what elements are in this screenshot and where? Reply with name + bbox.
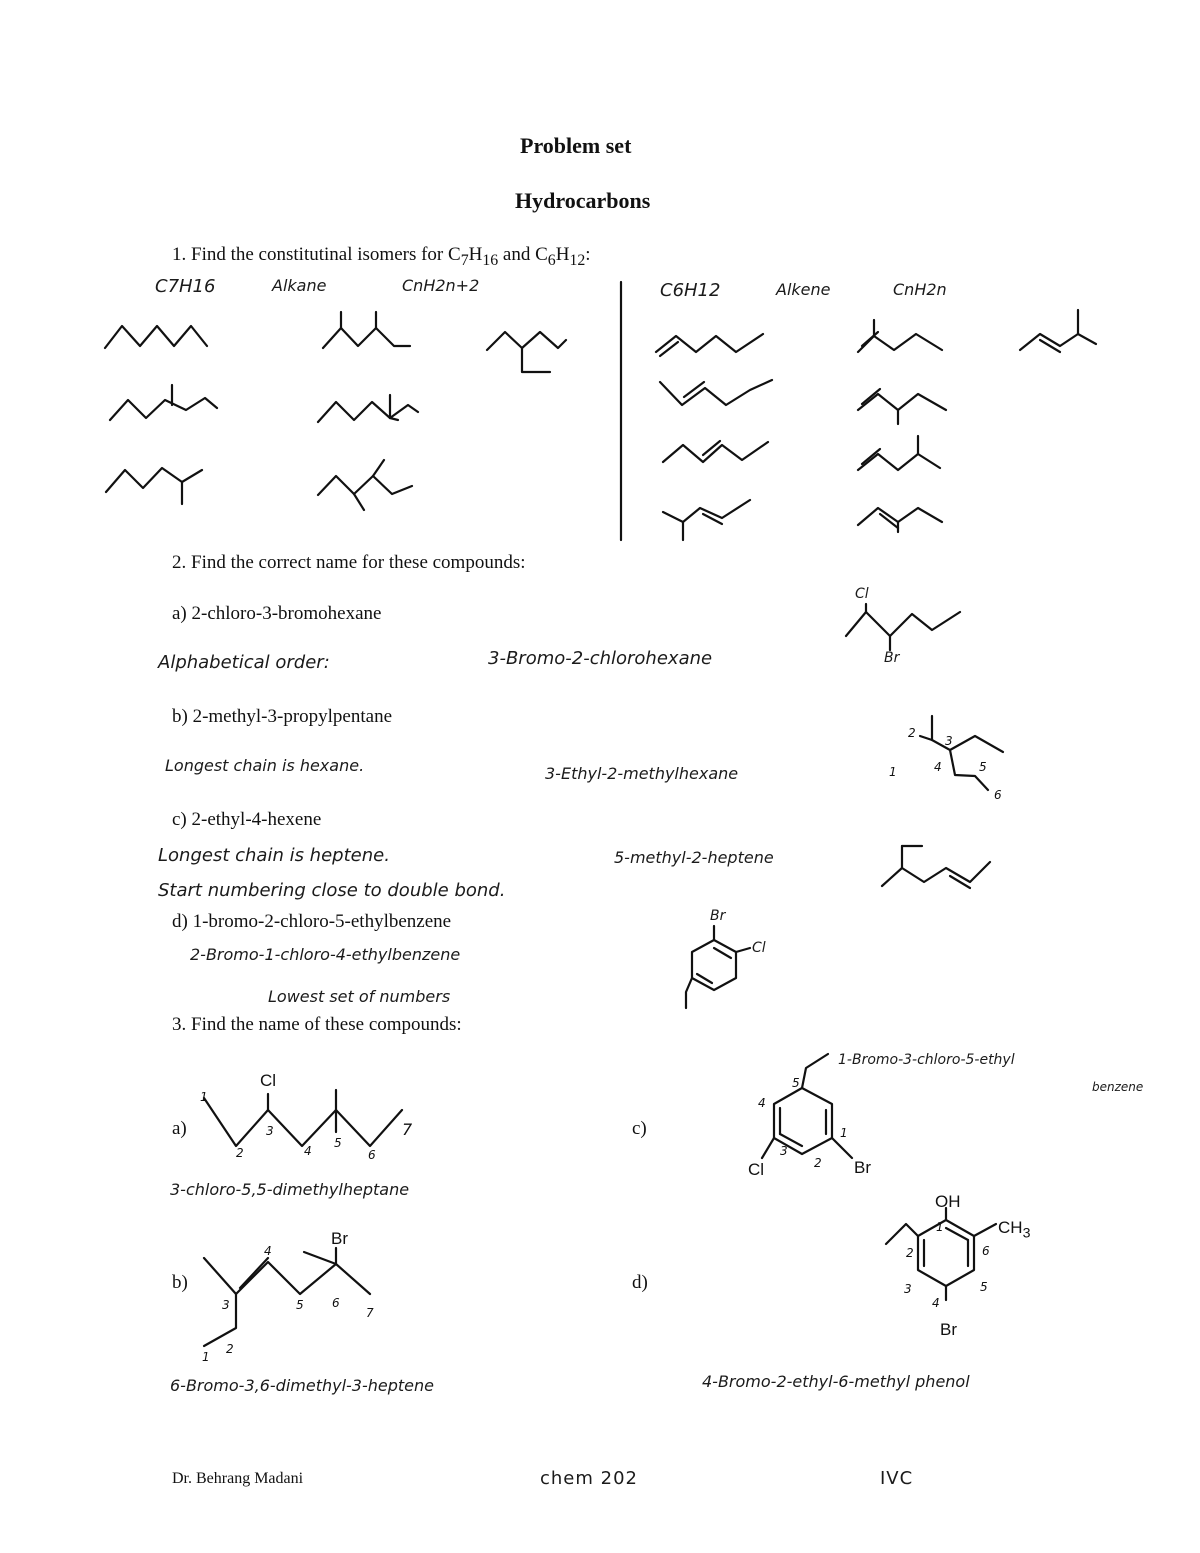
q3d-num-2: 2 [906, 1246, 914, 1260]
q2a-cl-label: Cl [855, 586, 869, 602]
q3b-answer: 6-Bromo-3,6-dimethyl-3-heptene [170, 1376, 434, 1395]
q3c-cl-label: Cl [748, 1160, 765, 1179]
q2b-given: b) 2-methyl-3-propylpentane [172, 706, 393, 727]
q3c-num-1: 1 [840, 1126, 848, 1140]
q3d-answer: 4-Bromo-2-ethyl-6-methyl phenol [702, 1372, 970, 1391]
q3a-cl-label: Cl [260, 1071, 277, 1090]
methylpentene-skeleton [663, 500, 750, 522]
page-subtitle: Hydrocarbons [515, 188, 651, 213]
q3b-num-5: 5 [296, 1298, 304, 1312]
q3c-label: c) [632, 1118, 647, 1139]
q3b-num-1: 1 [202, 1350, 210, 1364]
q3b-num-2: 2 [226, 1342, 234, 1356]
hexene-2-skeleton [660, 380, 772, 405]
q3c-answer-line2: benzene [1092, 1080, 1144, 1094]
q3-prompt: 3. Find the name of these compounds: [172, 1014, 462, 1035]
q3b-num-4: 4 [264, 1244, 272, 1258]
q2c-answer: 5-methyl-2-heptene [614, 848, 774, 867]
q3c-br-label: Br [854, 1158, 871, 1177]
page-title: Problem set [520, 133, 632, 158]
q2d-cl-label: Cl [752, 940, 766, 956]
q3b-br-label: Br [331, 1229, 348, 1248]
q2d-note: Lowest set of numbers [268, 987, 451, 1006]
dimethylpentane-a-skeleton [323, 328, 410, 348]
dimethylpentane-b-skeleton [318, 402, 418, 422]
q3c-num-5: 5 [792, 1076, 800, 1090]
q3d-br-label: Br [940, 1320, 957, 1339]
q3d-label: d) [632, 1272, 648, 1293]
q2c-skeleton [882, 862, 990, 886]
q3a-skeleton [204, 1098, 402, 1146]
q2b-num-5: 5 [979, 760, 987, 774]
q3c-num-2: 2 [814, 1156, 822, 1170]
q3c-answer-line1: 1-Bromo-3-chloro-5-ethyl [838, 1052, 1015, 1068]
q2a-note: Alphabetical order: [158, 652, 330, 673]
q3d-num-3: 3 [904, 1282, 912, 1296]
methylhexane-a-skeleton [110, 398, 217, 420]
q2b-answer: 3-Ethyl-2-methylhexane [545, 764, 739, 783]
q1-left-class: Alkane [272, 276, 327, 295]
trimethyl-skeleton [318, 476, 412, 495]
q2b-num-4: 4 [934, 760, 942, 774]
q1-left-formula: C7H16 [155, 276, 216, 297]
q2a-br-label: Br [884, 650, 900, 666]
q3c-num-4: 4 [758, 1096, 766, 1110]
q3d-num-1: 1 [936, 1220, 944, 1234]
q3d-num-6: 6 [982, 1244, 990, 1258]
q3d-num-4: 4 [932, 1296, 940, 1310]
q3d-num-5: 5 [980, 1280, 988, 1294]
q1-prompt: 1. Find the constitutinal isomers for $C_7H_{16}$ and $C_6H_{12}$: [172, 244, 591, 269]
q3d-ch3-label: $CH_3$ [998, 1218, 1031, 1242]
q2d-given: d) 1-bromo-2-chloro-5-ethylbenzene [172, 911, 452, 932]
q2b-note: Longest chain is hexane. [165, 756, 365, 775]
q2b-num-6: 6 [994, 788, 1002, 802]
q2d-answer: 2-Bromo-1-chloro-4-ethylbenzene [190, 945, 461, 964]
methylpentene-4-skeleton [1020, 334, 1096, 350]
q3a-num-5: 5 [334, 1136, 342, 1150]
q3d-benzene [918, 1220, 974, 1286]
q2b-num-3: 3 [945, 734, 953, 748]
q3a-num-1: 1 [200, 1090, 208, 1104]
q3a-answer: 3-chloro-5,5-dimethylheptane [170, 1180, 410, 1199]
q2b-num-2: 2 [908, 726, 916, 740]
q3b-num-7: 7 [366, 1306, 374, 1320]
q3b-label: b) [172, 1272, 188, 1293]
methylhexane-b-skeleton [106, 468, 202, 492]
q3a-num-7: 7 [402, 1120, 413, 1139]
footer-school: IVC [880, 1468, 914, 1489]
q3d-oh-label: OH [935, 1192, 961, 1211]
q2d-br-label: Br [710, 908, 726, 924]
q2a-skeleton [846, 612, 960, 636]
q2a-answer: 3-Bromo-2-chlorohexane [488, 648, 713, 669]
q3a-num-2: 2 [236, 1146, 244, 1160]
q1-right-general: CnH2n [893, 280, 947, 299]
hexene-1-skeleton [656, 334, 763, 352]
q2c-note1: Longest chain is heptene. [158, 845, 390, 866]
q2-prompt: 2. Find the correct name for these compounds: [172, 552, 526, 573]
dimethylbutene-2-skeleton [858, 508, 942, 525]
q3a-num-4: 4 [304, 1144, 312, 1158]
q3a-num-3: 3 [266, 1124, 274, 1138]
footer-author: Dr. Behrang Madani [172, 1470, 304, 1487]
q3c-num-3: 3 [780, 1144, 788, 1158]
q3b-num-6: 6 [332, 1296, 340, 1310]
q1-right-formula: C6H12 [660, 280, 721, 301]
q3b-num-3: 3 [222, 1298, 230, 1312]
q3b-skeleton [204, 1258, 370, 1294]
ethylpentane-skeleton [487, 332, 566, 350]
q1-left-general: CnH2n+2 [402, 276, 480, 295]
q2c-note2: Start numbering close to double bond. [158, 880, 506, 901]
q1-right-class: Alkene [776, 280, 831, 299]
q2a-given: a) 2-chloro-3-bromohexane [172, 603, 382, 624]
q2c-given: c) 2-ethyl-4-hexene [172, 809, 322, 830]
footer-course: chem 202 [540, 1468, 638, 1489]
q2b-num-1: 1 [889, 765, 897, 779]
q3a-label: a) [172, 1118, 187, 1139]
q3a-num-6: 6 [368, 1148, 376, 1162]
methylpentene-2-skeleton [858, 334, 942, 352]
heptane-skeleton [105, 326, 207, 348]
